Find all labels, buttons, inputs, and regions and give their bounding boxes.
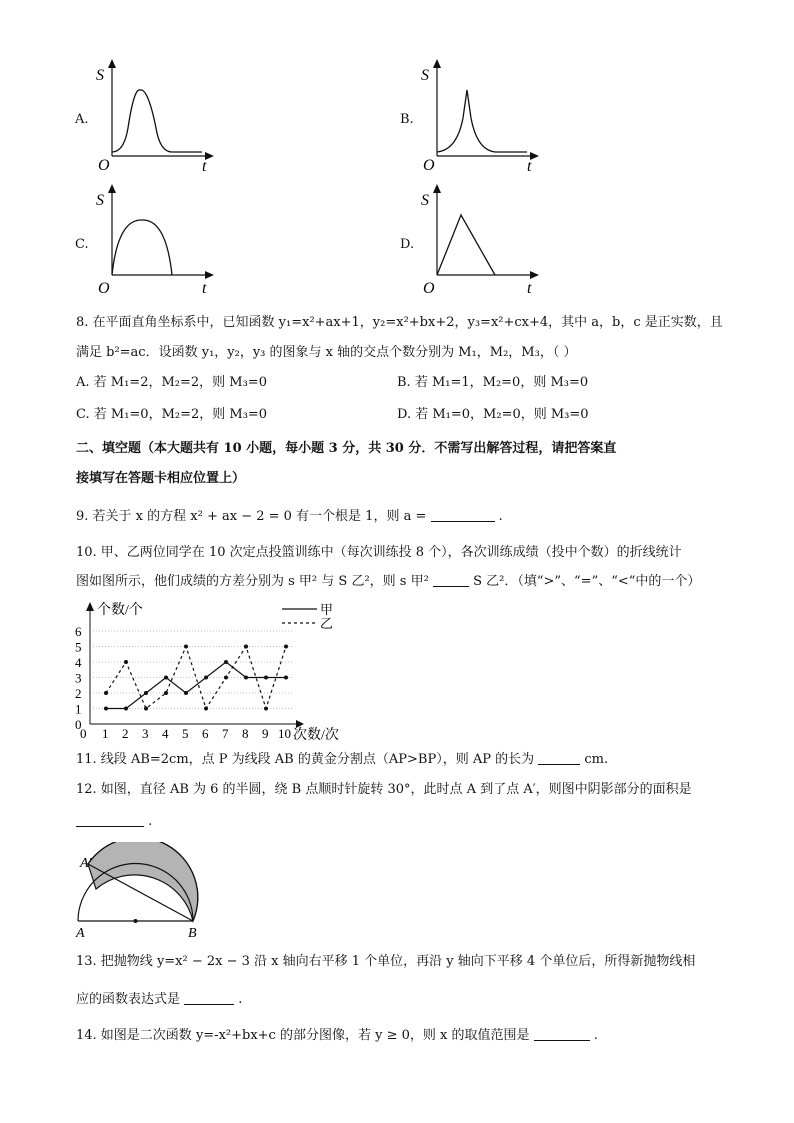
q10-line1: 10. 甲、乙两位同学在 10 次定点投篮训练中（每次训练投 8 个），各次训练成绩（投中个数）的折线统计 bbox=[76, 545, 682, 560]
q13-line2-text: 应的函数表达式是 bbox=[76, 992, 181, 1007]
x-tick-label: 10 bbox=[278, 726, 291, 741]
option-label: D. bbox=[400, 237, 415, 252]
x-axis-label: t bbox=[527, 158, 532, 175]
y-axis-title: 个数/个 bbox=[97, 603, 143, 618]
y-tick-label: 1 bbox=[75, 701, 82, 717]
data-point bbox=[184, 645, 188, 649]
data-point bbox=[184, 691, 188, 695]
x-axis-title: 次数/次 bbox=[293, 728, 339, 742]
x-tick-label: 6 bbox=[202, 726, 209, 741]
data-point bbox=[244, 676, 248, 680]
option-label: B. bbox=[400, 112, 414, 127]
graph-triangle bbox=[417, 183, 545, 301]
option-graph-b bbox=[395, 58, 545, 176]
data-point bbox=[204, 707, 208, 711]
q12-line2 bbox=[76, 812, 152, 832]
q12-end: . bbox=[148, 814, 153, 829]
data-point bbox=[104, 691, 108, 695]
legend-label-yi: 乙 bbox=[320, 616, 334, 631]
data-point bbox=[224, 660, 228, 664]
q11-answer-blank bbox=[538, 750, 580, 765]
q14-end: . bbox=[593, 1028, 598, 1043]
q10-line2 bbox=[76, 572, 700, 592]
data-point bbox=[124, 660, 128, 664]
origin-label: O bbox=[423, 280, 435, 297]
data-point bbox=[244, 645, 248, 649]
y-tick-label: 6 bbox=[75, 624, 82, 639]
x-tick-label: 0 bbox=[80, 726, 87, 741]
q9-text: 9. 若关于 x 的方程 x² + ax − 2 = 0 有一个根是 1，则 a = bbox=[76, 509, 427, 524]
x-axis-label: t bbox=[202, 158, 207, 175]
data-point bbox=[284, 645, 288, 649]
section-heading-line1: 二、填空题（本大题共有 10 小题，每小题 3 分，共 30 分．不需写出解答过程，请把答案直 bbox=[76, 441, 617, 456]
q8-line2: 满足 b²=ac．设函数 y₁，y₂，y₃ 的图象与 x 轴的交点个数分别为 M₁，M₂，M₃，（ ） bbox=[76, 345, 577, 360]
graph-arch-curve bbox=[92, 183, 220, 301]
q8-option-b: B. 若 M₁=1，M₂=0，则 M₃=0 bbox=[397, 375, 589, 390]
graph-bell-curve bbox=[92, 58, 220, 176]
data-point bbox=[144, 691, 148, 695]
y-axis-label: S bbox=[96, 192, 104, 209]
label-a: A bbox=[76, 926, 85, 940]
y-tick-label: 3 bbox=[75, 670, 82, 686]
option-graph-a bbox=[70, 58, 220, 176]
q10-line2-text: 图如图所示，他们成绩的方差分别为 s 甲² 与 S 乙²，则 s 甲² bbox=[76, 574, 429, 589]
section-heading-line2: 接填写在答题卡相应位置上） bbox=[76, 471, 246, 486]
q13-end: . bbox=[238, 992, 243, 1007]
origin-label: O bbox=[98, 280, 110, 297]
x-tick-label: 5 bbox=[182, 726, 189, 741]
option-graph-c bbox=[70, 183, 220, 301]
shaded-region bbox=[88, 842, 198, 921]
y-tick-label: 0 bbox=[75, 717, 82, 732]
data-point bbox=[204, 676, 208, 680]
x-axis-label: t bbox=[202, 280, 207, 297]
q11 bbox=[76, 750, 608, 770]
y-axis-label: S bbox=[421, 67, 429, 84]
q12-answer-blank bbox=[76, 812, 144, 827]
q11-end: cm. bbox=[584, 752, 609, 767]
graph-cusp-curve bbox=[417, 58, 545, 176]
q10-line2-end: S 乙²．（填“>”、“=”、“<“中的一个） bbox=[473, 574, 701, 589]
q9-answer-blank bbox=[431, 507, 495, 522]
legend-label-jia: 甲 bbox=[320, 602, 334, 617]
y-tick-label: 5 bbox=[75, 639, 82, 655]
x-tick-label: 9 bbox=[262, 726, 269, 741]
option-graph-d bbox=[395, 183, 545, 301]
x-tick-label: 2 bbox=[122, 726, 129, 741]
q13-line1: 13. 把抛物线 y=x² − 2x − 3 沿 x 轴向右平移 1 个单位，再沿 y 轴向下平移 4 个单位后，所得新抛物线相 bbox=[76, 954, 696, 969]
q14-text: 14. 如图是二次函数 y=-x²+bx+c 的部分图像，若 y ≥ 0，则 x 的取值范围是 bbox=[76, 1028, 530, 1043]
data-point bbox=[264, 707, 268, 711]
y-tick-label: 2 bbox=[75, 686, 82, 701]
q14 bbox=[76, 1026, 598, 1046]
q14-answer-blank bbox=[534, 1026, 590, 1041]
y-axis-label: S bbox=[421, 192, 429, 209]
q11-text: 11. 线段 AB=2cm，点 P 为线段 AB 的黄金分割点（AP>BP），则 AP 的长为 bbox=[76, 752, 535, 767]
data-point bbox=[104, 707, 108, 711]
q8-option-c: C. 若 M₁=0，M₂=2，则 M₃=0 bbox=[76, 407, 268, 422]
rotated-semicircle-figure bbox=[70, 842, 230, 940]
q10-answer-blank bbox=[433, 572, 469, 587]
option-label: A. bbox=[75, 112, 89, 127]
y-tick-label: 4 bbox=[75, 655, 82, 670]
origin-label: O bbox=[98, 157, 110, 174]
q9-end: . bbox=[498, 509, 503, 524]
x-tick-label: 8 bbox=[242, 726, 249, 741]
x-tick-label: 7 bbox=[222, 726, 229, 741]
y-axis-label: S bbox=[96, 67, 104, 84]
q8-line1: 8. 在平面直角坐标系中，已知函数 y₁=x²+ax+1，y₂=x²+bx+2，y₃=x²+cx+4，其中 a，b，c 是正实数，且 bbox=[76, 315, 723, 330]
label-a-prime: A′ bbox=[80, 856, 92, 871]
data-point bbox=[224, 676, 228, 680]
data-point bbox=[264, 676, 268, 680]
x-tick-label: 3 bbox=[142, 726, 149, 741]
q8-option-d: D. 若 M₁=0，M₂=0，则 M₃=0 bbox=[397, 407, 589, 422]
label-b: B bbox=[188, 926, 197, 940]
center-point bbox=[134, 919, 138, 923]
x-tick-label: 1 bbox=[102, 726, 109, 741]
line-chart bbox=[70, 600, 370, 742]
data-point bbox=[144, 707, 148, 711]
option-label: C. bbox=[75, 237, 89, 252]
q8-option-a: A. 若 M₁=2，M₂=2，则 M₃=0 bbox=[76, 375, 267, 390]
data-point bbox=[284, 676, 288, 680]
x-axis-label: t bbox=[527, 280, 532, 297]
data-point bbox=[124, 707, 128, 711]
data-point bbox=[164, 676, 168, 680]
q13-answer-blank bbox=[184, 990, 234, 1005]
x-tick-label: 4 bbox=[162, 726, 169, 741]
q13-line2 bbox=[76, 990, 242, 1010]
origin-label: O bbox=[423, 157, 435, 174]
q12-line1: 12. 如图，直径 AB 为 6 的半圆，绕 B 点顺时针旋转 30°，此时点 A 到了点 A′，则图中阴影部分的面积是 bbox=[76, 782, 692, 797]
q9 bbox=[76, 507, 503, 527]
data-point bbox=[164, 691, 168, 695]
